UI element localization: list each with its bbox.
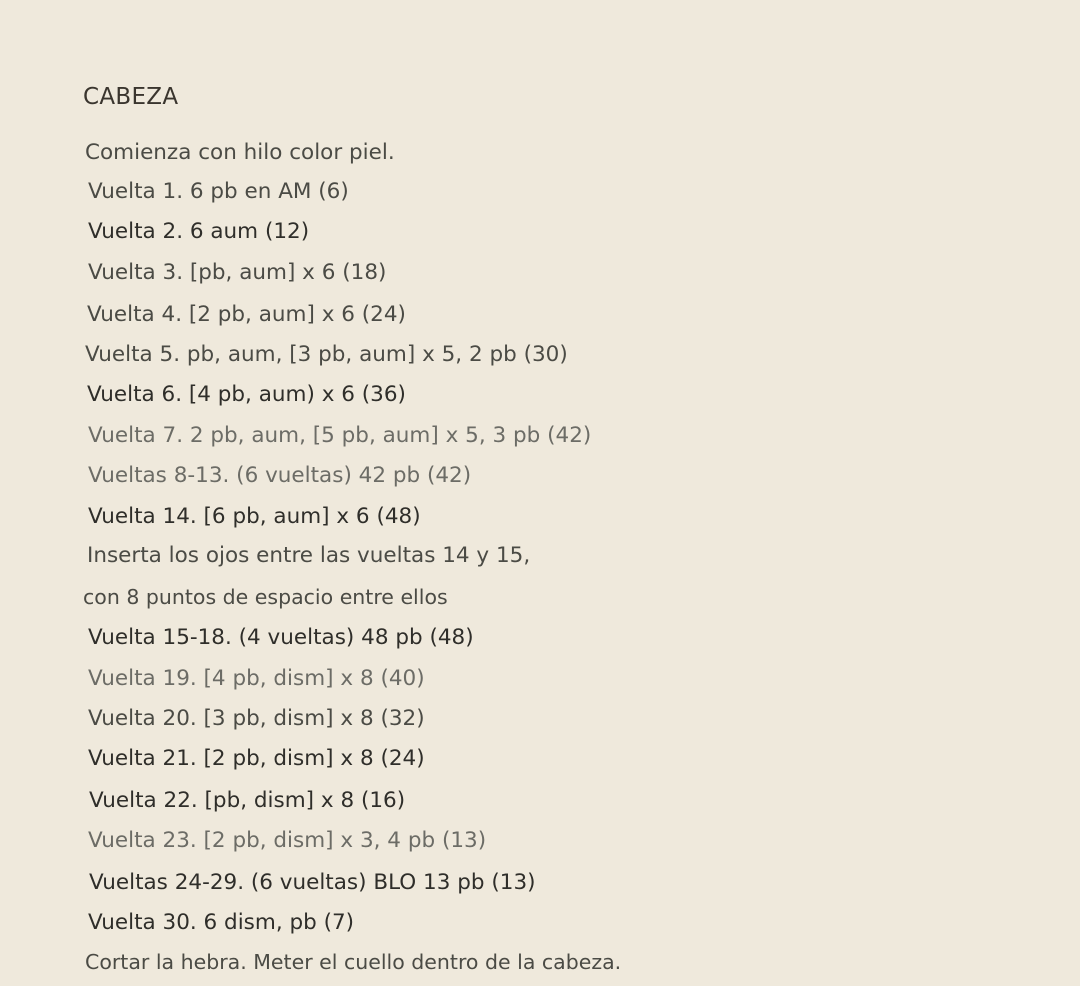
round-line: Vuelta 4. [2 pb, aum] x 6 (24) (87, 302, 406, 327)
round-line: Vuelta 6. [4 pb, aum) x 6 (36) (87, 382, 406, 407)
instruction-line: con 8 puntos de espacio entre ellos (83, 585, 448, 609)
round-line: Vuelta 21. [2 pb, dism] x 8 (24) (88, 746, 425, 771)
round-line: Vuelta 23. [2 pb, dism] x 3, 4 pb (13) (88, 828, 487, 853)
round-line: Vuelta 5. pb, aum, [3 pb, aum] x 5, 2 pb (30) (85, 342, 568, 367)
round-line: Vuelta 2. 6 aum (12) (88, 219, 310, 244)
round-line: Vuelta 30. 6 dism, pb (7) (88, 910, 355, 935)
round-line: Vuelta 14. [6 pb, aum] x 6 (48) (88, 504, 421, 529)
instruction-line: Inserta los ojos entre las vueltas 14 y 15, (87, 543, 531, 568)
round-line: Vuelta 22. [pb, dism] x 8 (16) (89, 788, 406, 813)
section-title: CABEZA (83, 84, 179, 110)
round-line: Vuelta 3. [pb, aum] x 6 (18) (88, 260, 387, 285)
round-line: Vuelta 20. [3 pb, dism] x 8 (32) (88, 706, 425, 731)
round-line: Vuelta 19. [4 pb, dism] x 8 (40) (88, 666, 425, 691)
round-line: Vueltas 24-29. (6 vueltas) BLO 13 pb (13) (89, 870, 536, 895)
round-line: Vuelta 1. 6 pb en AM (6) (88, 179, 349, 204)
instruction-line: Comienza con hilo color piel. (85, 140, 395, 165)
round-line: Vueltas 8-13. (6 vueltas) 42 pb (42) (88, 463, 472, 488)
instruction-line: Cortar la hebra. Meter el cuello dentro de la cabeza. (85, 950, 622, 974)
round-line: Vuelta 15-18. (4 vueltas) 48 pb (48) (88, 625, 474, 650)
round-line: Vuelta 7. 2 pb, aum, [5 pb, aum] x 5, 3 pb (42) (88, 423, 592, 448)
